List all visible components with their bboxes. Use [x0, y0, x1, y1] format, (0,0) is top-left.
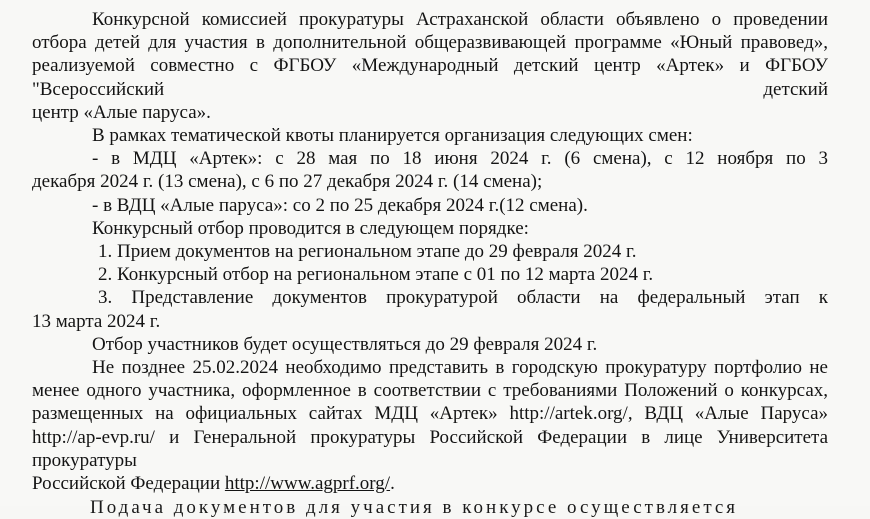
step-3-paragraph	[32, 286, 828, 309]
agprf-link[interactable]: http://www.agprf.org/	[224, 473, 391, 495]
step-3-line-2: 13 марта 2024 г.	[32, 310, 161, 332]
quota-intro: В рамках тематической квоты планируется организация следующих смен:	[92, 125, 693, 147]
announcement-paragraph	[32, 8, 828, 101]
selection-deadline: Отбор участников будет осуществляться до 29 февраля 2024 г.	[92, 333, 598, 355]
step-3-line-1: 3. Представление документов прокуратурой области на федеральный этап к	[98, 287, 828, 309]
document-body	[32, 8, 828, 495]
alye-parusa-shifts: - в ВДЦ «Алые паруса»: со 2 по 25 декабря 2024 г.(12 смена).	[92, 194, 588, 216]
submission-line-3: требованиями Положений о конкурсах, размещенных на официальных сайтах	[32, 380, 829, 425]
announcement-line-2: проведении отбора детей для участия в дополнительной общеразвивающей	[32, 9, 829, 54]
order-intro: Конкурсный отбор проводится в следующем порядке:	[92, 217, 529, 239]
submission-line-6	[32, 472, 828, 495]
announcement-line-3: программе «Юный правовед», реализуемой совместно с ФГБОУ	[32, 32, 828, 77]
announcement-line-1: Конкурсной комиссией прокуратуры Астраханской области объявлено о	[92, 9, 722, 30]
artek-shifts-line-2: декабря 2024 г. (13 смена), с 6 по 27 декабря 2024 г. (14 смена);	[32, 171, 543, 193]
announcement-line-4: «Международный детский центр «Артек» и ФГБОУ "Всероссийский детский	[32, 55, 829, 100]
submission-line-6-prefix: Российской Федерации	[32, 473, 225, 495]
announcement-line-5: центр «Алые паруса».	[32, 101, 211, 123]
submission-line-4: МДЦ «Артек» http://artek.org/, ВДЦ «Алые Паруса» http://ap-evp.ru/ и Генеральной	[32, 403, 829, 448]
submission-line-6-suffix: .	[390, 473, 395, 495]
step-2: 2. Конкурсный отбор на региональном этапе с 01 по 12 марта 2024 г.	[98, 264, 654, 286]
step-1: 1. Прием документов на региональном этапе до 29 февраля 2024 г.	[98, 241, 637, 263]
submission-line-5: прокуратуры Российской Федерации в лице Университета прокуратуры	[32, 426, 829, 471]
artek-shifts-line-1: - в МДЦ «Артек»: с 28 мая по 18 июня 2024 г. (6 смена), с 12 ноября по 3	[92, 148, 828, 170]
artek-shifts-paragraph	[32, 147, 828, 170]
submission-paragraph	[32, 356, 828, 472]
submission-line-2: портфолио не менее одного участника, оформленное в соответствии с	[32, 357, 828, 402]
submission-line-1: Не позднее 25.02.2024 необходимо представить в городскую прокуратуру	[92, 357, 707, 379]
cut-off-next-line: Подача документов для участия в конкурсе осуществляется	[90, 497, 739, 518]
